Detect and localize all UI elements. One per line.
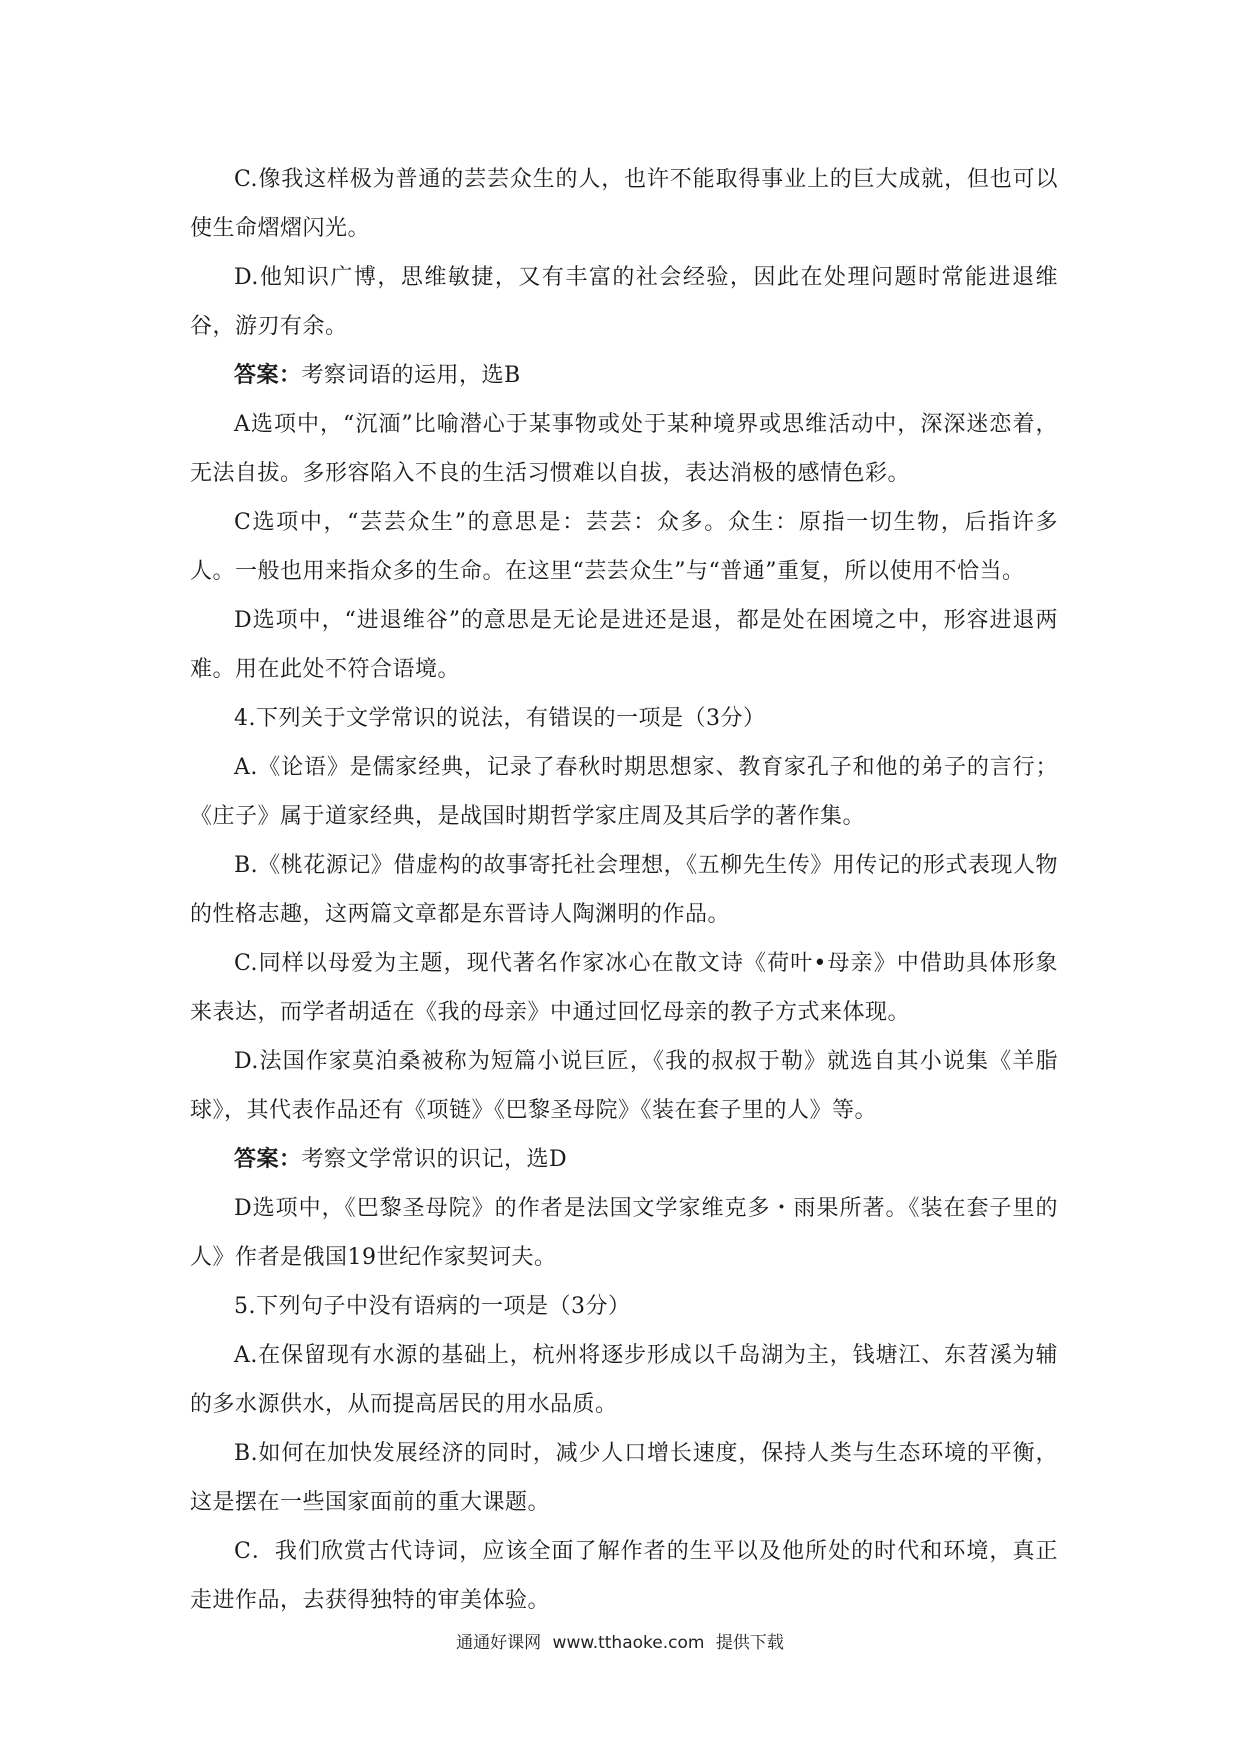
question-5-option-b: B.如何在加快发展经济的同时，减少人口增长速度，保持人类与生态环境的平衡，这是摆在一些国家面前的重大课题。: [190, 1441, 1058, 1515]
question-4: 4.下列关于文学常识的说法，有错误的一项是（3分）: [234, 706, 766, 731]
option-c-paragraph: C.像我这样极为普通的芸芸众生的人，也许不能取得事业上的巨大成就，但也可以使生命熠熠闪光。: [190, 167, 1058, 241]
answer-label: 答案：: [234, 1147, 302, 1172]
answer-paragraph: [190, 351, 1058, 400]
answer-paragraph-4: [190, 1135, 1058, 1184]
explanation-4-d: D选项中，《巴黎圣母院》的作者是法国文学家维克多・雨果所著。《装在套子里的人》作者是俄国19世纪作家契诃夫。: [190, 1196, 1058, 1270]
question-4-option-c: C.同样以母爱为主题，现代著名作家冰心在散文诗《荷叶•母亲》中借助具体形象来表达，而学者胡适在《我的母亲》中通过回忆母亲的教子方式来体现。: [190, 951, 1058, 1025]
answer-label: 答案：: [234, 363, 302, 388]
question-5-option-a: A.在保留现有水源的基础上，杭州将逐步形成以千岛湖为主，钱塘江、东苕溪为辅的多水源供水，从而提高居民的用水品质。: [190, 1343, 1058, 1417]
page-footer: 通通好课网 www.tthaoke.com 提供下载: [456, 1633, 784, 1653]
option-d-paragraph: D.他知识广博，思维敏捷，又有丰富的社会经验，因此在处理问题时常能进退维谷，游刃有余。: [190, 265, 1058, 339]
question-4-option-b: B.《桃花源记》借虚构的故事寄托社会理想，《五柳先生传》用传记的形式表现人物的性格志趣，这两篇文章都是东晋诗人陶渊明的作品。: [190, 853, 1058, 927]
explanation-d: D选项中，“进退维谷”的意思是无论是进还是退，都是处在困境之中，形容进退两难。用在此处不符合语境。: [190, 608, 1058, 682]
document-body: [190, 155, 1058, 1625]
explanation-a: A选项中，“沉湎”比喻潜心于某事物或处于某种境界或思维活动中，深深迷恋着，无法自拔。多形容陷入不良的生活习惯难以自拔，表达消极的感情色彩。: [190, 412, 1058, 486]
question-5-option-c: C．我们欣赏古代诗词，应该全面了解作者的生平以及他所处的时代和环境，真正走进作品，去获得独特的审美体验。: [190, 1539, 1058, 1613]
question-5: 5.下列句子中没有语病的一项是（3分）: [234, 1294, 631, 1319]
explanation-c: C选项中，“芸芸众生”的意思是：芸芸：众多。众生：原指一切生物，后指许多人。一般也用来指众多的生命。在这里“芸芸众生”与“普通”重复，所以使用不恰当。: [190, 510, 1058, 584]
answer-text: 考察文学常识的识记，选D: [301, 1147, 568, 1172]
question-4-option-d: D.法国作家莫泊桑被称为短篇小说巨匠，《我的叔叔于勒》就选自其小说集《羊脂球》，其代表作品还有《项链》《巴黎圣母院》《装在套子里的人》等。: [190, 1049, 1058, 1123]
answer-text: 考察词语的运用，选B: [301, 363, 521, 388]
question-4-option-a: A.《论语》是儒家经典，记录了春秋时期思想家、教育家孔子和他的弟子的言行；《庄子》属于道家经典，是战国时期哲学家庄周及其后学的著作集。: [190, 755, 1058, 829]
